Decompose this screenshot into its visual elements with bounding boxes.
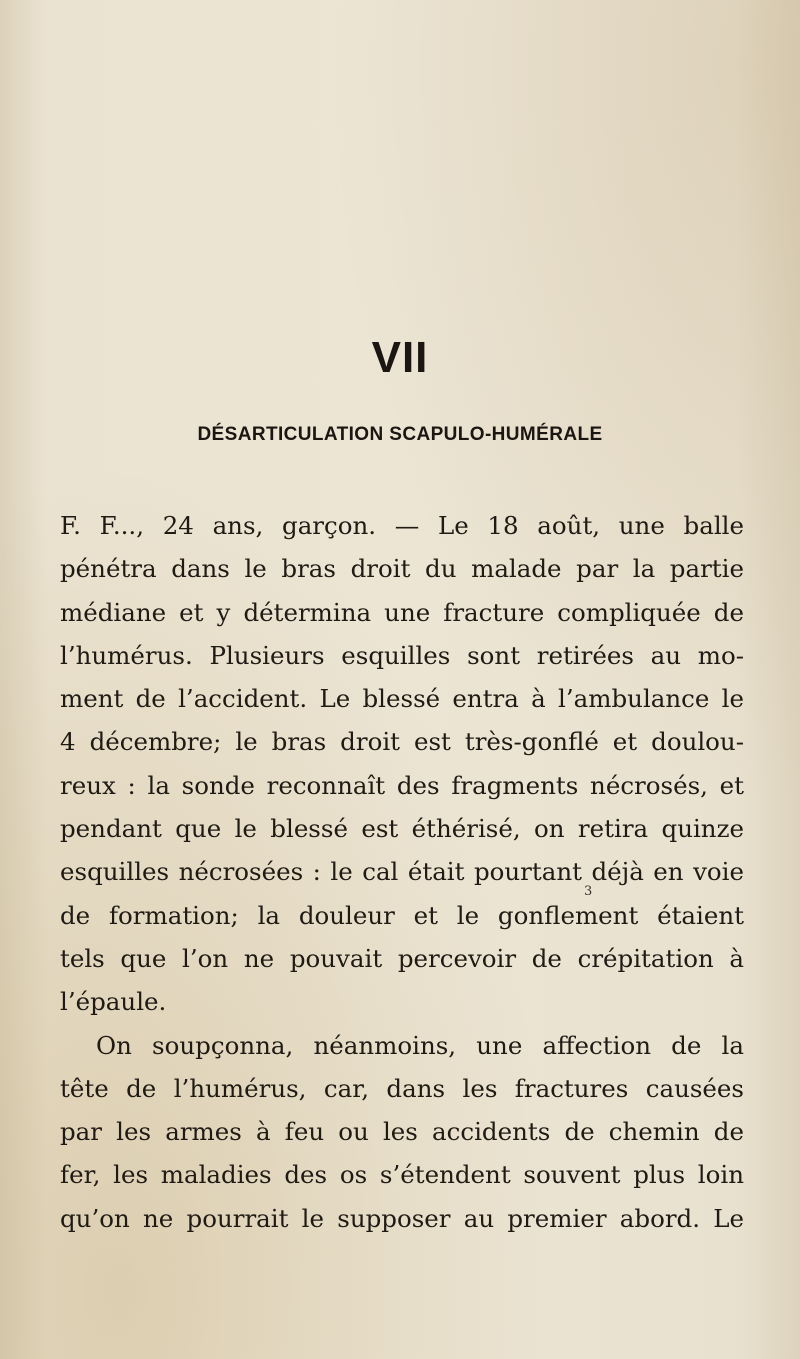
text-line: tête de l’humérus, car, dans les fractures causées: [60, 1073, 744, 1103]
chapter-number: VII: [371, 333, 429, 382]
text-line: de formation; la douleur et le gonflement étaient: [60, 900, 744, 930]
text-line: par les armes à feu ou les accidents de chemin de: [60, 1117, 744, 1147]
body-text: [60, 504, 744, 1240]
text-line: 4 décembre; le bras droit est très-gonflé et doulou-: [60, 727, 744, 757]
text-line: reux : la sonde reconnaît des fragments nécrosés, et: [60, 770, 744, 800]
text-line: qu’on ne pourrait le supposer au premier abord. Le: [60, 1203, 744, 1233]
text-line: On soupçonna, néanmoins, une affection de la: [96, 1030, 744, 1060]
text-line: médiane et y détermina une fracture compliquée de: [60, 597, 744, 627]
text-line: l’épaule.: [60, 987, 167, 1017]
signature-mark: 3: [584, 884, 593, 899]
text-line: tels que l’on ne pouvait percevoir de crépitation à: [60, 943, 744, 973]
text-line: l’humérus. Plusieurs esquilles sont retirées au mo-: [60, 640, 744, 670]
text-line: pénétra dans le bras droit du malade par la partie: [60, 554, 744, 584]
text-line: F. F..., 24 ans, garçon. — Le 18 août, une balle: [60, 511, 744, 540]
text-line: esquilles nécrosées : le cal était pourtant déjà en voie: [60, 857, 744, 887]
text-line: pendant que le blessé est éthérisé, on retira quinze: [60, 814, 744, 844]
text-line: fer, les maladies des os s’étendent souvent plus loin: [60, 1160, 744, 1190]
chapter-title: DÉSARTICULATION SCAPULO-HUMÉRALE: [197, 424, 603, 445]
text-line: ment de l’accident. Le blessé entra à l’ambulance le: [60, 684, 744, 714]
